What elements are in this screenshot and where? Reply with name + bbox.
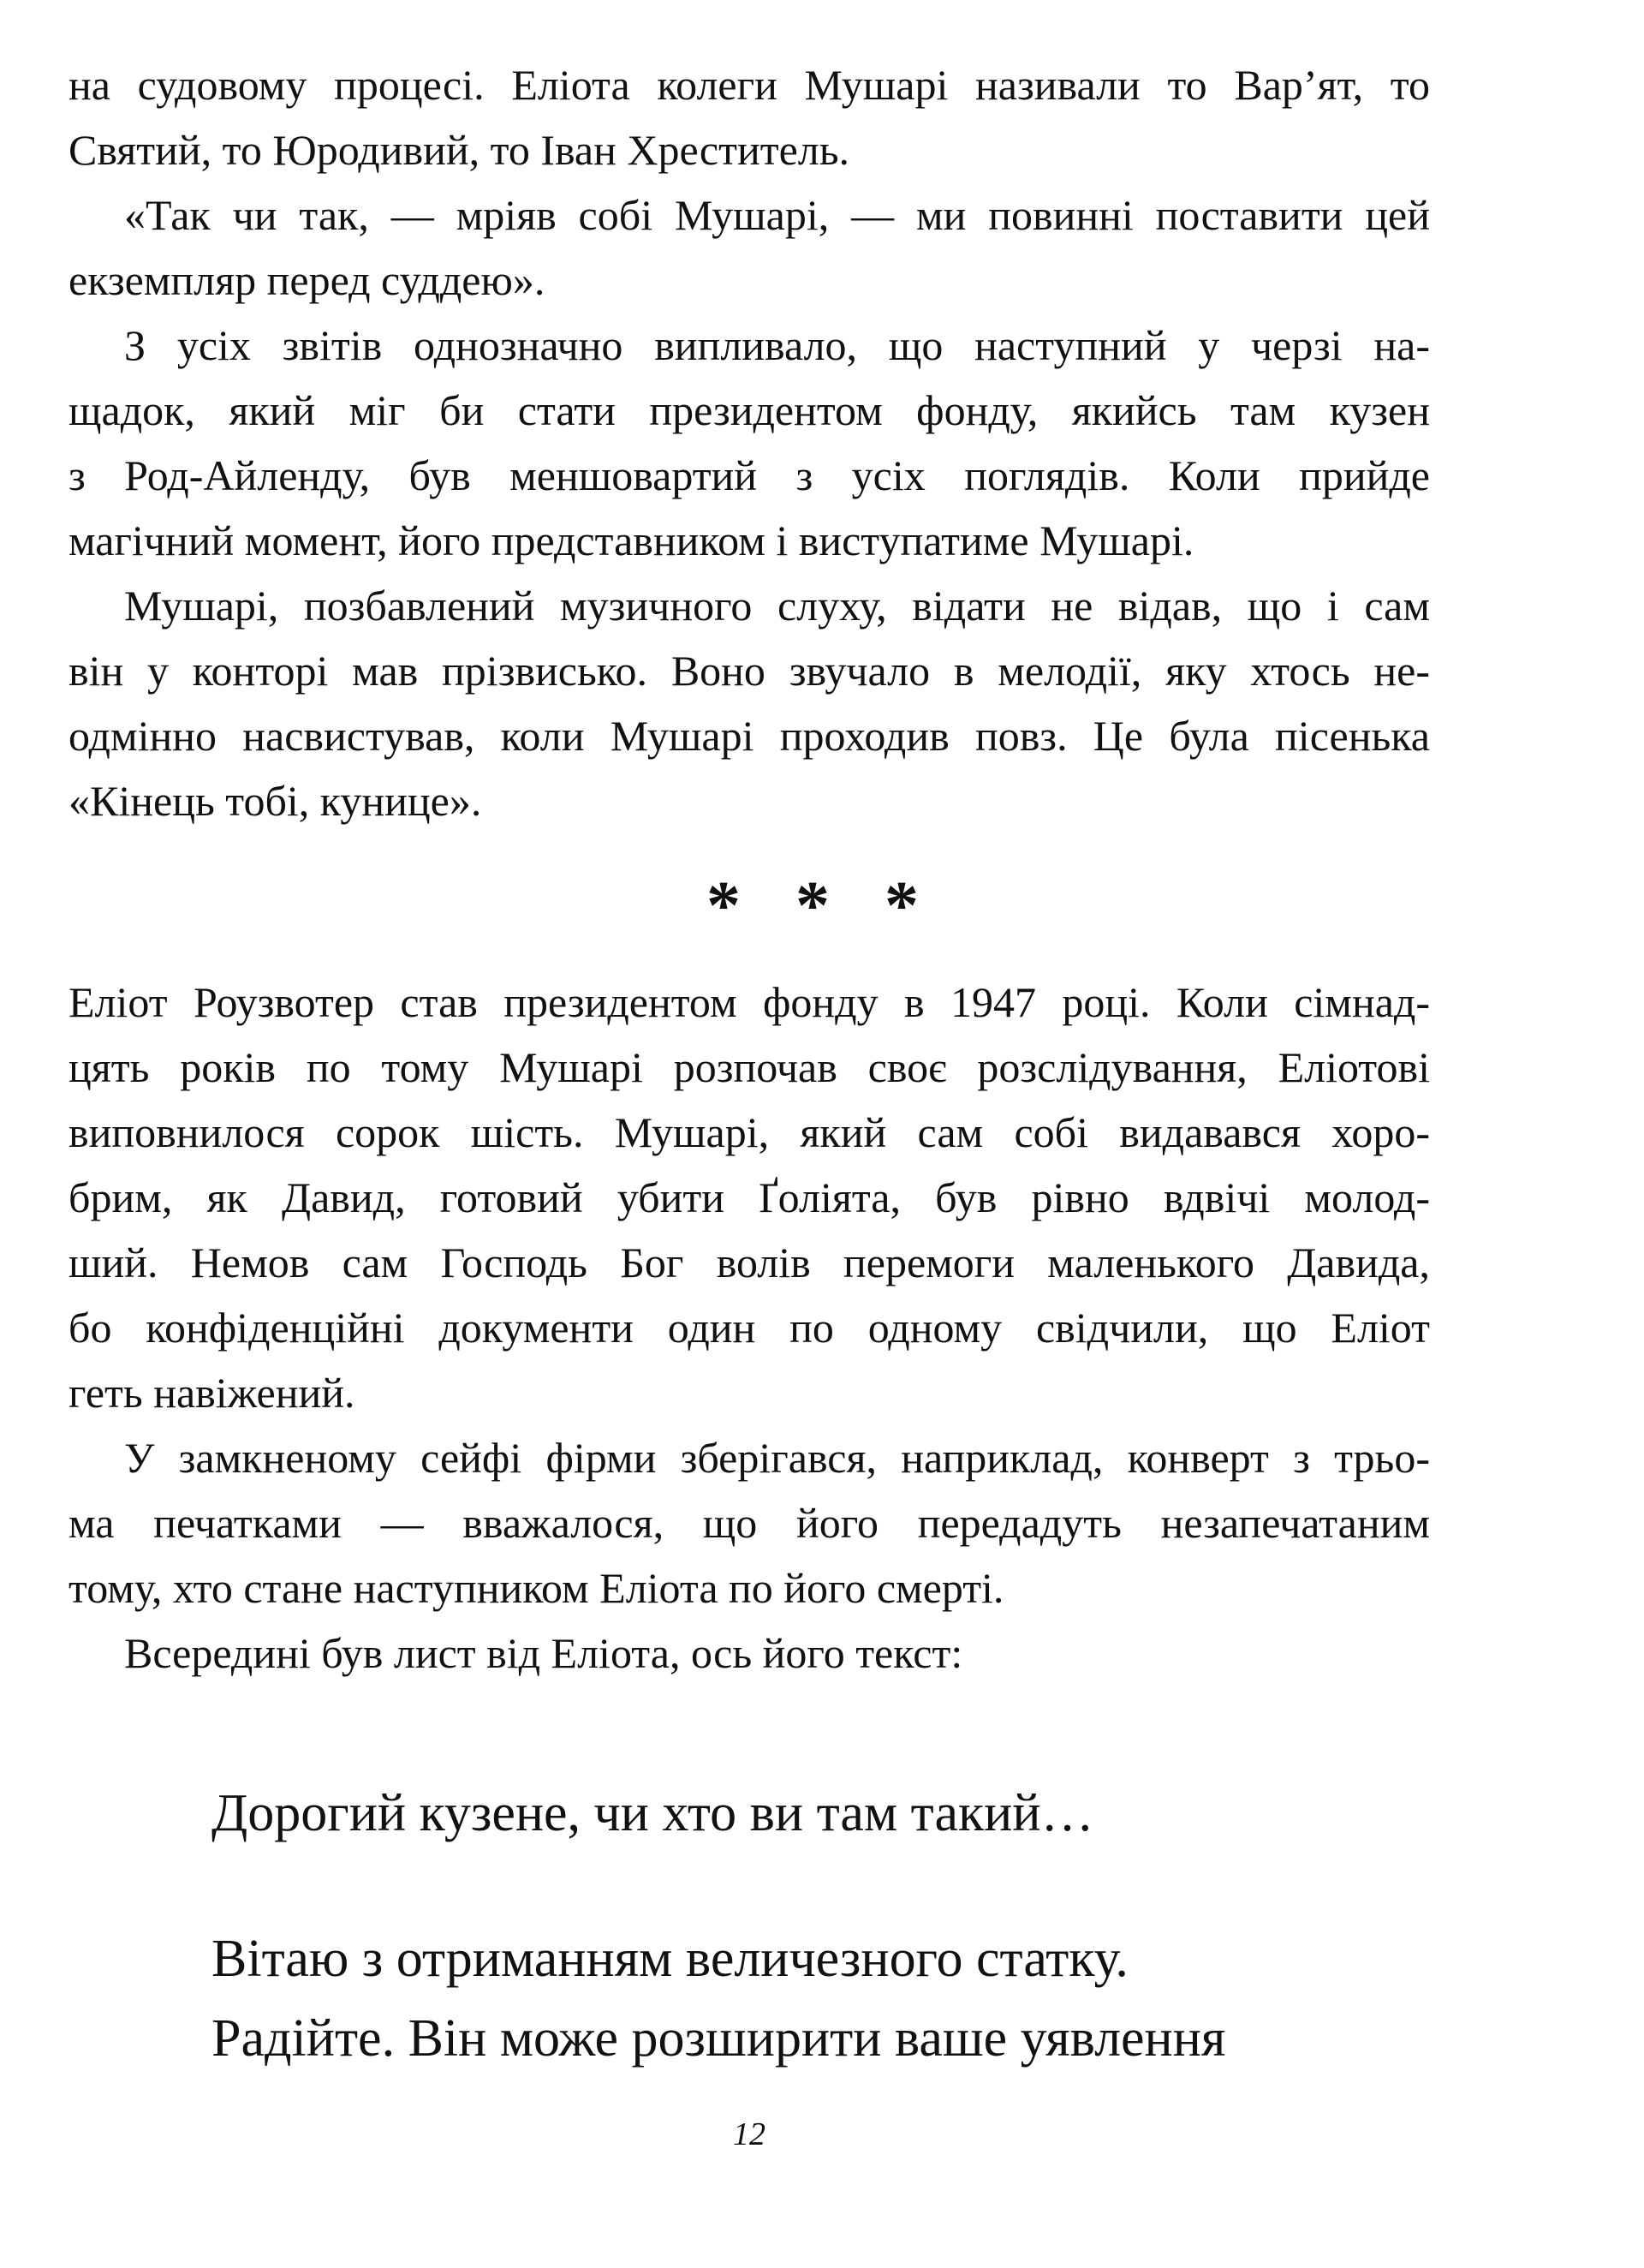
letter-line: Дорогий кузене, чи хто ви там такий…	[211, 1784, 1094, 1842]
text-line: ший. Немов сам Господь Бог волів перемоги маленького Давида,	[68, 1238, 1430, 1286]
letter-line: Радійте. Він може розширити ваше уявлення	[211, 2009, 1226, 2068]
text-line: одмінно насвистував, коли Мушарі проходив повз. Це була пісенька	[68, 712, 1430, 760]
text-line: виповнилося сорок шість. Мушарі, який сам собі видавався хоро-	[68, 1108, 1430, 1156]
text-line: щадок, який міг би стати президентом фонду, якийсь там кузен	[68, 386, 1430, 434]
text-line: бо конфіденційні документи один по одному свідчили, що Еліот	[68, 1304, 1430, 1352]
text-line: тому, хто стане наступником Еліота по його смерті.	[68, 1564, 1004, 1612]
text-line: екземпляр перед суддею».	[68, 256, 545, 304]
text-line: У замкненому сейфі фірми зберігався, наприклад, конверт з трьо-	[124, 1434, 1430, 1482]
text-line: на судовому процесі. Еліота колеги Мушарі називали то Вар’ят, то	[68, 61, 1430, 109]
text-line: цять років по тому Мушарі розпочав своє розслідування, Еліотові	[68, 1043, 1430, 1091]
text-line: він у конторі мав прізвисько. Воно звучало в мелодії, яку хтось не-	[68, 647, 1430, 695]
text-line: Всередині був лист від Еліота, ось його текст:	[124, 1629, 963, 1677]
letter-line: Вітаю з отриманням величезного статку.	[211, 1930, 1129, 1988]
section-separator: * * *	[706, 868, 938, 944]
text-line: геть навіжений.	[68, 1369, 355, 1417]
text-line: Святий, то Юродивий, то Іван Хреститель.	[68, 126, 850, 174]
text-line: «Так чи так, — мріяв собі Мушарі, — ми повинні поставити цей	[124, 191, 1430, 239]
page-number: 12	[733, 2116, 765, 2152]
text-line: з Род-Айленду, був меншовартий з усіх поглядів. Коли прийде	[68, 451, 1430, 499]
text-line: Еліот Роузвотер став президентом фонду в 1947 році. Коли сімнад-	[68, 978, 1430, 1026]
text-line: Мушарі, позбавлений музичного слуху, відати не відав, що і сам	[124, 582, 1430, 630]
text-line: магічний момент, його представником і виступатиме Мушарі.	[68, 516, 1194, 564]
text-line: З усіх звітів однозначно випливало, що наступний у черзі на-	[124, 321, 1430, 369]
text-line: «Кінець тобі, кунице».	[68, 777, 482, 825]
text-line: брим, як Давид, готовий убити Ґоліята, був рівно вдвічі молод-	[68, 1173, 1430, 1221]
text-line: ма печатками — вважалося, що його передадуть незапечатаним	[68, 1499, 1430, 1547]
